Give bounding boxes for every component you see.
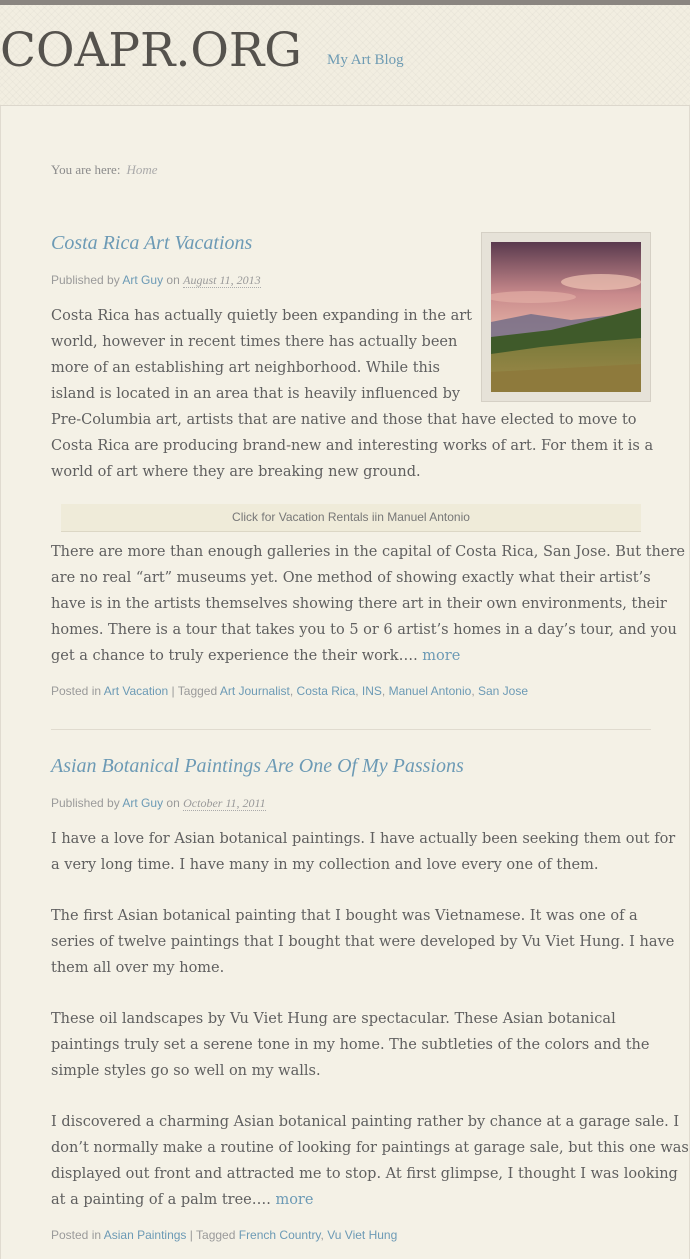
tag-link[interactable]: Manuel Antonio: [388, 684, 472, 698]
post-excerpt-paragraph: [51, 903, 675, 981]
tagged-label: | Tagged: [171, 684, 218, 698]
text-line: displayed out front and attracted me to stop. At first glimpse, I thought I was looking: [51, 1166, 678, 1182]
byline-label: Published by: [51, 273, 120, 287]
author-link[interactable]: Art Guy: [122, 273, 164, 287]
text-line: There are more than enough galleries in the capital of Costa Rica, San Jose. But there: [51, 544, 685, 560]
tag-link[interactable]: San Jose: [477, 684, 529, 698]
text-line: [51, 1187, 651, 1213]
tagged-label: | Tagged: [189, 1228, 236, 1242]
text-line: more of an establishing art neighborhood. While this: [51, 360, 440, 376]
tag-link[interactable]: French Country: [238, 1228, 321, 1242]
post-byline: [51, 796, 266, 811]
post-footer-meta: Posted in Asian Paintings | Tagged French Country, Vu Viet Hung: [51, 1228, 398, 1242]
text-line: I discovered a charming Asian botanical painting rather by chance at a garage sale. I: [51, 1114, 680, 1130]
text-line: These oil landscapes by Vu Viet Hung are spectacular. These Asian botanical: [51, 1011, 616, 1027]
site-tagline[interactable]: My Art Blog: [327, 52, 404, 68]
text-line: series of twelve paintings that I bought that were developed by Vu Viet Hung. I have: [51, 934, 675, 950]
text-line: don’t normally make a routine of looking for paintings at garage sale, but this one was: [51, 1140, 689, 1156]
text-line: simple styles go so well on my walls.: [51, 1063, 321, 1079]
text-line: Pre-Columbia art, artists that are native and those that have elected to move to: [51, 412, 637, 428]
site-header: [0, 5, 690, 106]
tag-link[interactable]: Vu Viet Hung: [327, 1228, 398, 1242]
byline-on: on: [166, 273, 180, 287]
text-line: Costa Rica are producing brand-new and interesting works of art. For them it is a: [51, 438, 654, 454]
text-line: world of art where they are breaking new ground.: [51, 464, 421, 480]
post-excerpt-paragraph: [51, 303, 654, 485]
text-line: are no real “art” museums yet. One method of showing exactly what their artist’s: [51, 570, 651, 586]
post-date: October 11, 2011: [183, 796, 266, 810]
breadcrumb-label: You are here:: [51, 162, 121, 177]
byline-label: Published by: [51, 796, 120, 810]
breadcrumb: [51, 162, 157, 178]
post-title-asian-botanical[interactable]: Asian Botanical Paintings Are One Of My Passions: [51, 755, 464, 777]
post-excerpt-paragraph: [51, 1109, 689, 1213]
read-more-link[interactable]: more: [275, 1192, 314, 1208]
author-link[interactable]: Art Guy: [122, 796, 164, 810]
category-link[interactable]: Art Vacation: [103, 684, 169, 698]
site-title[interactable]: COAPR.ORG: [0, 23, 302, 78]
posted-in-label: Posted in: [51, 1228, 102, 1242]
tag-link[interactable]: INS: [361, 684, 382, 698]
breadcrumb-home-link[interactable]: Home: [126, 162, 158, 177]
read-more-link[interactable]: more: [422, 648, 461, 664]
text-line-content: at a painting of a palm tree….: [51, 1192, 276, 1208]
text-line: Costa Rica has actually quietly been expanding in the art: [51, 308, 472, 324]
post-byline: [51, 273, 261, 288]
text-line: a very long time. I have many in my collection and love every one of them.: [51, 857, 599, 873]
post-excerpt-paragraph: [51, 826, 676, 878]
tag-link[interactable]: Costa Rica: [296, 684, 356, 698]
byline-on: on: [166, 796, 180, 810]
text-line: homes. There is a tour that takes you to 5 or 6 artist’s homes in a day’s tour, and you: [51, 622, 677, 638]
text-line: paintings truly set a serene tone in my home. The subtleties of the colors and the: [51, 1037, 650, 1053]
post-title-costa-rica[interactable]: Costa Rica Art Vacations: [51, 232, 253, 254]
text-line: world, however in recent times there has actually been: [51, 334, 458, 350]
post-date: August 11, 2013: [183, 273, 261, 287]
tag-link[interactable]: Art Journalist: [219, 684, 290, 698]
category-link[interactable]: Asian Paintings: [103, 1228, 187, 1242]
text-line: have is in the artists themselves showing there art in their own environments, their: [51, 596, 667, 612]
text-line: The first Asian botanical painting that I bought was Vietnamese. It was one of a: [51, 908, 638, 924]
post-footer-meta: Posted in Art Vacation | Tagged Art Journalist, Costa Rica, INS, Manuel Antonio, San Jose: [51, 684, 529, 698]
vacation-rentals-link[interactable]: Click for Vacation Rentals iin Manuel Antonio: [61, 504, 641, 532]
post-excerpt-paragraph: [51, 1006, 651, 1084]
text-line: island is located in an area that is heavily influenced by: [51, 386, 461, 402]
text-line: them all over my home.: [51, 960, 225, 976]
text-line-content: get a chance to truly experience the their work….: [51, 648, 423, 664]
post-divider: [51, 729, 651, 730]
text-line: [51, 643, 651, 669]
post-excerpt-paragraph: [51, 539, 685, 669]
posted-in-label: Posted in: [51, 684, 102, 698]
text-line: I have a love for Asian botanical paintings. I have actually been seeking them out for: [51, 831, 676, 847]
